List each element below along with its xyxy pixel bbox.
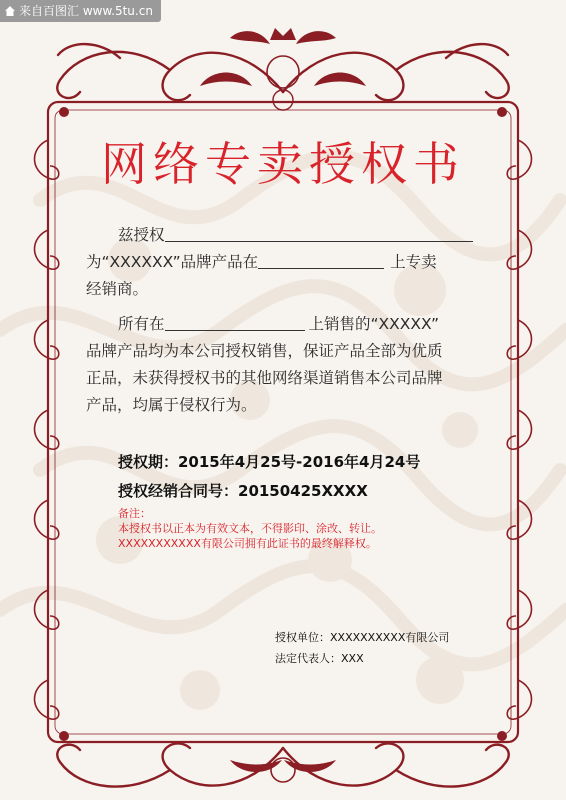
- site-watermark: [0, 0, 161, 22]
- remarks-label: 备注：: [118, 507, 151, 520]
- authorization-period: 授权期：2015年4月25号-2016年4月24号: [118, 453, 421, 471]
- authorization-info: [118, 448, 420, 506]
- platform-blank-2: [165, 312, 305, 331]
- sold-suffix: 上销售的“XXXXX”: [308, 315, 440, 333]
- remarks-line-1: 本授权书以正本为有效文本，不得影印、涂改、转让。: [118, 522, 382, 535]
- body-line: [86, 249, 486, 276]
- watermark-text: 来自百图汇 www.5tu.cn: [19, 4, 153, 18]
- authorize-prefix: 兹授权: [118, 226, 165, 244]
- brand-text: 为“XXXXXX”品牌产品在: [86, 253, 259, 271]
- remarks: [118, 506, 382, 551]
- authorization-body: [86, 222, 486, 419]
- document-title: 网络专卖授权书: [101, 137, 465, 191]
- all-on-prefix: 所有在: [118, 315, 165, 333]
- body-line: 正品，未获得授权书的其他网络渠道销售本公司品牌: [86, 369, 443, 387]
- exclusive-suffix: 上专卖: [390, 253, 437, 271]
- body-line: 品牌产品均为本公司授权销售，保证产品全部为优质: [86, 342, 443, 360]
- authorizing-unit: 授权单位：XXXXXXXXXX有限公司: [275, 631, 450, 644]
- legal-representative: 法定代表人：XXX: [275, 652, 364, 665]
- body-line: 产品，均属于侵权行为。: [86, 396, 257, 414]
- body-line: [86, 311, 486, 338]
- contract-number: 授权经销合同号：20150425XXXX: [118, 482, 368, 500]
- licensee-blank: [165, 223, 473, 242]
- platform-blank: [258, 250, 384, 269]
- body-line: [86, 222, 486, 249]
- home-icon: [4, 5, 16, 17]
- remarks-line-2: XXXXXXXXXXX有限公司拥有此证书的最终解释权。: [118, 537, 377, 550]
- signature-block: [275, 627, 449, 669]
- body-line: 经销商。: [86, 280, 149, 298]
